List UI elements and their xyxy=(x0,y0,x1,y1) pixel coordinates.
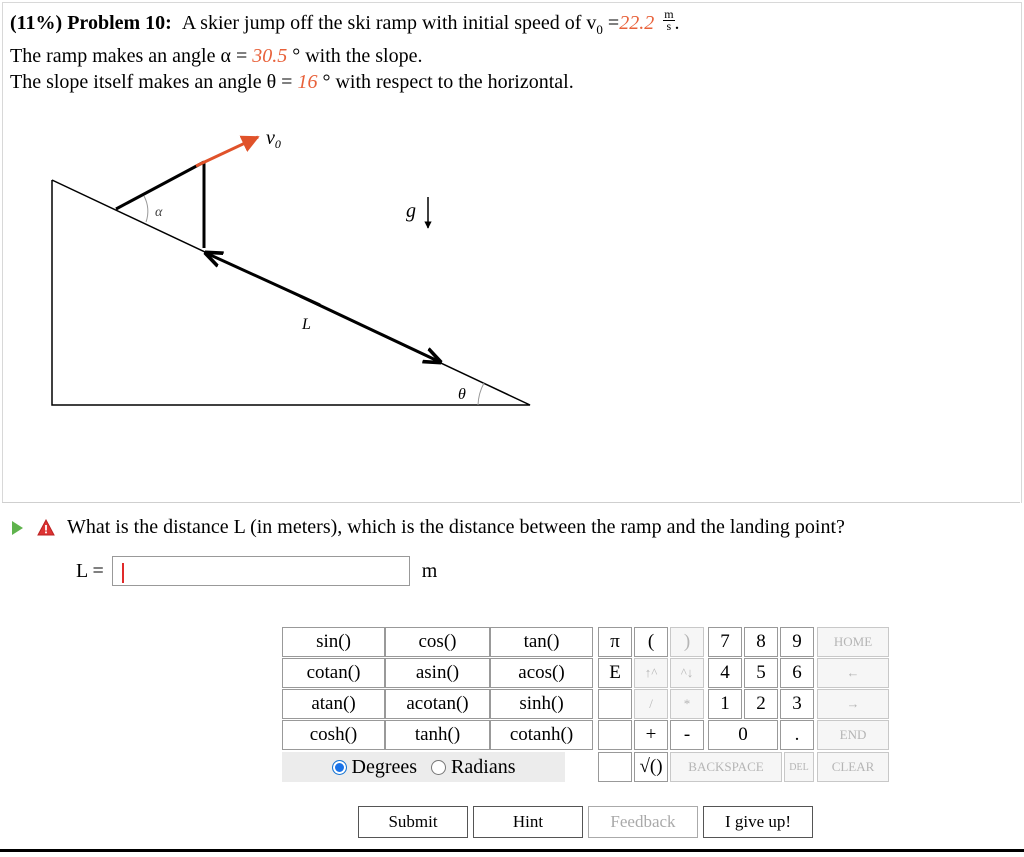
key-rparen[interactable]: ) xyxy=(670,627,704,657)
key-sqrt[interactable]: √() xyxy=(634,752,668,782)
key-6[interactable]: 6 xyxy=(780,658,814,688)
theta-arc xyxy=(478,383,484,405)
radians-label: Radians xyxy=(451,755,516,778)
line1-end: . xyxy=(674,12,680,34)
key-power-down[interactable]: ^↓ xyxy=(670,658,704,688)
alpha-arc xyxy=(144,196,148,222)
hint-button[interactable]: Hint xyxy=(473,806,583,838)
key-dot[interactable]: . xyxy=(780,720,814,750)
theta-value: 16 xyxy=(297,71,318,93)
key-3[interactable]: 3 xyxy=(780,689,814,719)
degrees-radio[interactable] xyxy=(332,760,347,775)
key-atan[interactable]: atan() xyxy=(282,689,385,719)
question-row xyxy=(12,516,845,539)
answer-unit: m xyxy=(421,559,438,582)
key-lparen[interactable]: ( xyxy=(634,627,668,657)
key-divide[interactable]: / xyxy=(634,689,668,719)
key-cotanh[interactable]: cotanh() xyxy=(490,720,593,750)
problem-percent: (11%) xyxy=(10,12,63,34)
alpha-label: α xyxy=(155,205,163,220)
question-text: What is the distance L (in meters), which is the distance between the ramp and the landing point? xyxy=(67,516,845,538)
key-blank xyxy=(598,689,632,719)
degrees-label: Degrees xyxy=(351,755,418,778)
key-left[interactable]: ← xyxy=(817,658,889,688)
key-7[interactable]: 7 xyxy=(708,627,742,657)
speed-unit xyxy=(663,6,674,33)
key-sin[interactable]: sin() xyxy=(282,627,385,657)
v0-value: 22.2 xyxy=(619,12,655,34)
key-minus[interactable]: - xyxy=(670,720,704,750)
key-cotan[interactable]: cotan() xyxy=(282,658,385,688)
key-0[interactable]: 0 xyxy=(708,720,778,750)
play-icon[interactable] xyxy=(12,521,23,535)
v0-arrow xyxy=(196,137,258,166)
line3-post: ° with respect to the horizontal. xyxy=(317,71,574,93)
warning-icon xyxy=(37,519,55,536)
key-end[interactable]: END xyxy=(817,720,889,750)
key-blank-2 xyxy=(598,720,632,750)
v0-label: $v_0$ xyxy=(266,127,281,151)
unit-denominator: s xyxy=(666,18,672,33)
L-arrow-fwd xyxy=(300,296,440,362)
theta-label: θ xyxy=(458,386,466,403)
problem-label: Problem 10: xyxy=(67,12,172,34)
answer-input[interactable] xyxy=(112,556,410,586)
key-pi[interactable]: π xyxy=(598,627,632,657)
key-clear[interactable]: CLEAR xyxy=(817,752,889,782)
problem-line-2 xyxy=(10,43,680,69)
key-del[interactable]: DEL xyxy=(784,752,814,782)
v0-subscript: 0 xyxy=(596,22,603,37)
ramp-surface xyxy=(116,162,204,209)
line1-eq: = xyxy=(602,12,620,34)
line3-text: The slope itself makes an angle θ = xyxy=(10,71,298,93)
key-multiply[interactable]: * xyxy=(670,689,704,719)
key-blank-3 xyxy=(598,752,632,782)
radians-radio[interactable] xyxy=(431,760,446,775)
key-plus[interactable]: + xyxy=(634,720,668,750)
text-caret xyxy=(122,563,124,583)
key-backspace[interactable]: BACKSPACE xyxy=(670,752,782,782)
give-up-button[interactable]: I give up! xyxy=(703,806,813,838)
key-tan[interactable]: tan() xyxy=(490,627,593,657)
g-label: g xyxy=(406,200,416,222)
key-asin[interactable]: asin() xyxy=(385,658,490,688)
problem-statement xyxy=(10,6,680,95)
problem-line-1 xyxy=(10,6,680,43)
key-9[interactable]: 9 xyxy=(780,627,814,657)
line2-post: ° with the slope. xyxy=(287,45,423,67)
L-label: L xyxy=(302,316,311,333)
key-e[interactable]: E xyxy=(598,658,632,688)
submit-button[interactable]: Submit xyxy=(358,806,468,838)
key-acotan[interactable]: acotan() xyxy=(385,689,490,719)
key-4[interactable]: 4 xyxy=(708,658,742,688)
unit-numerator: m xyxy=(664,6,674,21)
alpha-value: 30.5 xyxy=(252,45,288,67)
key-8[interactable]: 8 xyxy=(744,627,778,657)
problem-line-3 xyxy=(10,69,680,95)
line1-text: A skier jump off the ski ramp with initial speed of v xyxy=(181,12,597,34)
key-power-up[interactable]: ↑^ xyxy=(634,658,668,688)
key-sinh[interactable]: sinh() xyxy=(490,689,593,719)
key-2[interactable]: 2 xyxy=(744,689,778,719)
angle-mode-row xyxy=(282,752,565,782)
key-cosh[interactable]: cosh() xyxy=(282,720,385,750)
bottom-divider xyxy=(0,849,1024,852)
ski-ramp-diagram xyxy=(0,110,600,420)
key-5[interactable]: 5 xyxy=(744,658,778,688)
key-acos[interactable]: acos() xyxy=(490,658,593,688)
answer-row xyxy=(76,556,437,586)
key-home[interactable]: HOME xyxy=(817,627,889,657)
answer-label: L = xyxy=(76,559,104,582)
feedback-button[interactable]: Feedback xyxy=(588,806,698,838)
key-cos[interactable]: cos() xyxy=(385,627,490,657)
key-right[interactable]: → xyxy=(817,689,889,719)
key-tanh[interactable]: tanh() xyxy=(385,720,490,750)
key-1[interactable]: 1 xyxy=(708,689,742,719)
line2-text: The ramp makes an angle α = xyxy=(10,45,253,67)
